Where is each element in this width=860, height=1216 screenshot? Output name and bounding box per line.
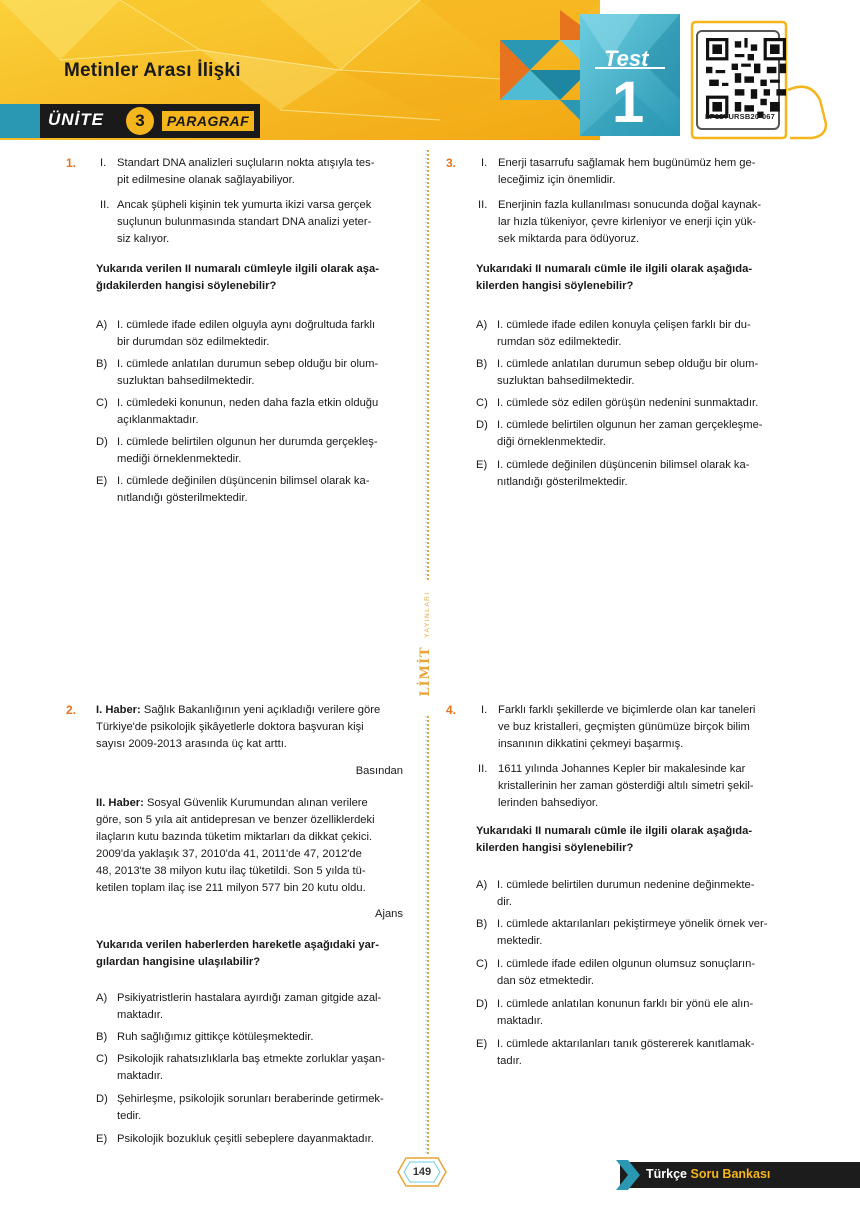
column-divider — [425, 716, 429, 1156]
statement-roman: II. — [478, 763, 488, 775]
option-letter[interactable]: C) — [96, 1053, 108, 1065]
news-source-1: Basından — [355, 765, 403, 777]
option-letter[interactable]: E) — [96, 475, 108, 487]
news-text-1: I. Haber: Sağlık Bakanlığının yeni açıkladığı verilere göre Türkiye'de psikolojik şikâyetlerle doktora başvuran kişi sayısı 2009-2013 arasında üç kat arttı. — [96, 704, 381, 750]
option-letter[interactable]: B) — [96, 358, 108, 370]
option-text[interactable]: I. cümlede aktarılanları tanık göstererek kanıtlamak- tadır. — [497, 1038, 755, 1067]
option-letter[interactable]: B) — [96, 1031, 108, 1043]
unit-subject: PARAGRAF — [160, 109, 256, 133]
statement-text: Farklı farklı şekillerde ve biçimlerde olan kar taneleri ve buz kristalleri, geçmişten günümüze birçok bilim insanının dikkatini çekmeyi başarmış. — [498, 704, 756, 750]
statement-text: 1611 yılında Johannes Kepler bir makalesinde kar kristallerinin her zaman gösterdiği altılı simetri şekil- lerinden bahsediyor. — [498, 763, 754, 809]
statement-text: Enerji tasarrufu sağlamak hem bugünümüz hem ge- leceğimiz için önemlidir. — [498, 157, 756, 186]
option-letter[interactable]: E) — [476, 459, 488, 471]
option-text[interactable]: Ruh sağlığımız gittikçe kötüleşmektedir. — [117, 1031, 314, 1043]
brand-main: LİMİT — [418, 646, 433, 697]
qr-code-icon — [706, 38, 786, 118]
statement-roman: I. — [100, 157, 107, 169]
page-header — [0, 0, 860, 140]
test-number: 1 — [612, 70, 645, 135]
section-title: Metinler Arası İlişki — [64, 60, 241, 81]
news-text-2: II. Haber: Sosyal Güvenlik Kurumundan alınan verilere göre, son 5 yıla ait antidepresan ve benzer özelliklerdeki ilaçların kutu bazında tüketim miktarları da dikkat çekici. 2009'da yaklaşık 37, 2010'da 41, 2011'de 47, 2012'de 48, 2013'te 38 milyon kutu ilaç tüketildi. Son 5 yılda tü- ketilen toplam ilaç ise 211 milyon 577 bin 20 kutu oldu. — [96, 797, 375, 894]
option-text[interactable]: I. cümlede ifade edilen olguyla aynı doğrultuda farklı bir durumdan söz edilmektedir. — [117, 319, 376, 348]
question-stem: Yukarıda verilen haberlerden hareketle aşağıdaki yar- gılardan hangisine ulaşılabilir? — [96, 939, 379, 968]
option-letter[interactable]: C) — [96, 397, 108, 409]
statement-text: Standart DNA analizleri suçluların nokta atışıyla tes- pit edilmesine olanak sağlayabiliyor. — [117, 157, 375, 186]
question-number: 2. — [66, 703, 77, 717]
unit-label: ÜNİTE — [48, 110, 104, 129]
option-letter[interactable]: D) — [96, 436, 108, 448]
option-letter[interactable]: A) — [476, 879, 488, 891]
statement-roman: I. — [481, 157, 488, 169]
option-text[interactable]: I. cümlede anlatılan durumun sebep olduğu bir olum- suzluktan bahsedilmektedir. — [497, 358, 759, 387]
option-letter[interactable]: A) — [476, 319, 488, 331]
option-text[interactable]: Şehirleşme, psikolojik sorunları beraberinde getirmek- tedir. — [117, 1093, 384, 1122]
option-letter[interactable]: A) — [96, 992, 108, 1004]
option-text[interactable]: I. cümlede aktarılanları pekiştirmeye yönelik örnek ver- mektedir. — [497, 918, 768, 947]
statement-roman: II. — [100, 199, 110, 211]
question-number: 1. — [66, 156, 77, 170]
qr-code-label: LP12TURSB20-067 — [704, 112, 776, 121]
page-number: 149 — [412, 1166, 432, 1178]
option-letter[interactable]: B) — [476, 918, 488, 930]
option-letter[interactable]: E) — [476, 1038, 488, 1050]
question-number: 3. — [446, 156, 457, 170]
question-stem: Yukarıda verilen II numaralı cümleyle ilgili olarak aşa- ğıdakilerden hangisi söylenebilir? — [96, 263, 379, 292]
column-divider — [425, 150, 429, 580]
statement-text: Ancak şüpheli kişinin tek yumurta ikizi varsa gerçek suçlunun bulunmasında standart DNA analizi yeter- siz kalıyor. — [117, 199, 372, 245]
option-letter[interactable]: D) — [476, 419, 488, 431]
option-text[interactable]: I. cümlede belirtilen olgunun her zaman gerçekleşme- diği örneklenmektedir. — [497, 419, 763, 448]
option-text[interactable]: I. cümlede ifade edilen olgunun olumsuz sonuçların- dan söz etmektedir. — [497, 958, 756, 987]
footer-book-title: Türkçe Soru Bankası — [646, 1167, 771, 1181]
question-stem: Yukarıdaki II numaralı cümle ile ilgili olarak aşağıda- kilerden hangisi söylenebilir? — [476, 263, 753, 292]
option-text[interactable]: I. cümlede belirtilen durumun nedenine değinmekte- dir. — [497, 879, 755, 908]
option-letter[interactable]: D) — [476, 998, 488, 1010]
option-letter[interactable]: A) — [96, 319, 108, 331]
statement-roman: II. — [478, 199, 488, 211]
publisher-brand — [416, 588, 436, 708]
option-text[interactable]: I. cümlede söz edilen görüşün nedenini sunmaktadır. — [497, 397, 759, 409]
option-letter[interactable]: C) — [476, 958, 488, 970]
question-number: 4. — [446, 703, 457, 717]
option-text[interactable]: I. cümlede belirtilen olgunun her durumda gerçekleş- mediği örneklenmektedir. — [117, 436, 378, 465]
option-text[interactable]: I. cümledeki konunun, neden daha fazla etkin olduğu açıklanmaktadır. — [117, 397, 379, 426]
option-text[interactable]: Psikiyatristlerin hastalara ayırdığı zaman gitgide azal- maktadır. — [117, 992, 382, 1021]
unit-number: 3 — [126, 107, 154, 135]
test-label: Test — [604, 46, 649, 71]
news-source-2: Ajans — [375, 908, 403, 920]
brand-sub: YAYINLARI — [424, 591, 431, 638]
statement-roman: I. — [481, 704, 488, 716]
option-text[interactable]: I. cümlede ifade edilen konuyla çelişen farklı bir du- rumdan söz edilmektedir. — [497, 319, 751, 348]
statement-text: Enerjinin fazla kullanılması sonucunda doğal kaynak- lar hızla tükeniyor, çevre kirleniyor ve enerji için yük- sek miktarda para ödüyoruz. — [498, 199, 762, 245]
question-stem: Yukarıdaki II numaralı cümle ile ilgili olarak aşağıda- kilerden hangisi söylenebilir? — [476, 825, 753, 854]
option-text[interactable]: Psikolojik rahatsızlıklarla baş etmekte zorluklar yaşan- maktadır. — [117, 1053, 385, 1082]
option-text[interactable]: I. cümlede anlatılan durumun sebep olduğu bir olum- suzluktan bahsedilmektedir. — [117, 358, 379, 387]
footer-arrow-icon — [616, 1160, 640, 1190]
option-text[interactable]: Psikolojik bozukluk çeşitli sebeplere dayanmaktadır. — [117, 1133, 374, 1145]
option-text[interactable]: I. cümlede değinilen düşüncenin bilimsel olarak ka- nıtlandığı gösterilmektedir. — [497, 459, 750, 488]
option-text[interactable]: I. cümlede değinilen düşüncenin bilimsel olarak ka- nıtlandığı gösterilmektedir. — [117, 475, 370, 504]
option-letter[interactable]: C) — [476, 397, 488, 409]
option-text[interactable]: I. cümlede anlatılan konunun farklı bir yönü ele alın- maktadır. — [497, 998, 754, 1027]
option-letter[interactable]: B) — [476, 358, 488, 370]
option-letter[interactable]: D) — [96, 1093, 108, 1105]
option-letter[interactable]: E) — [96, 1133, 108, 1145]
